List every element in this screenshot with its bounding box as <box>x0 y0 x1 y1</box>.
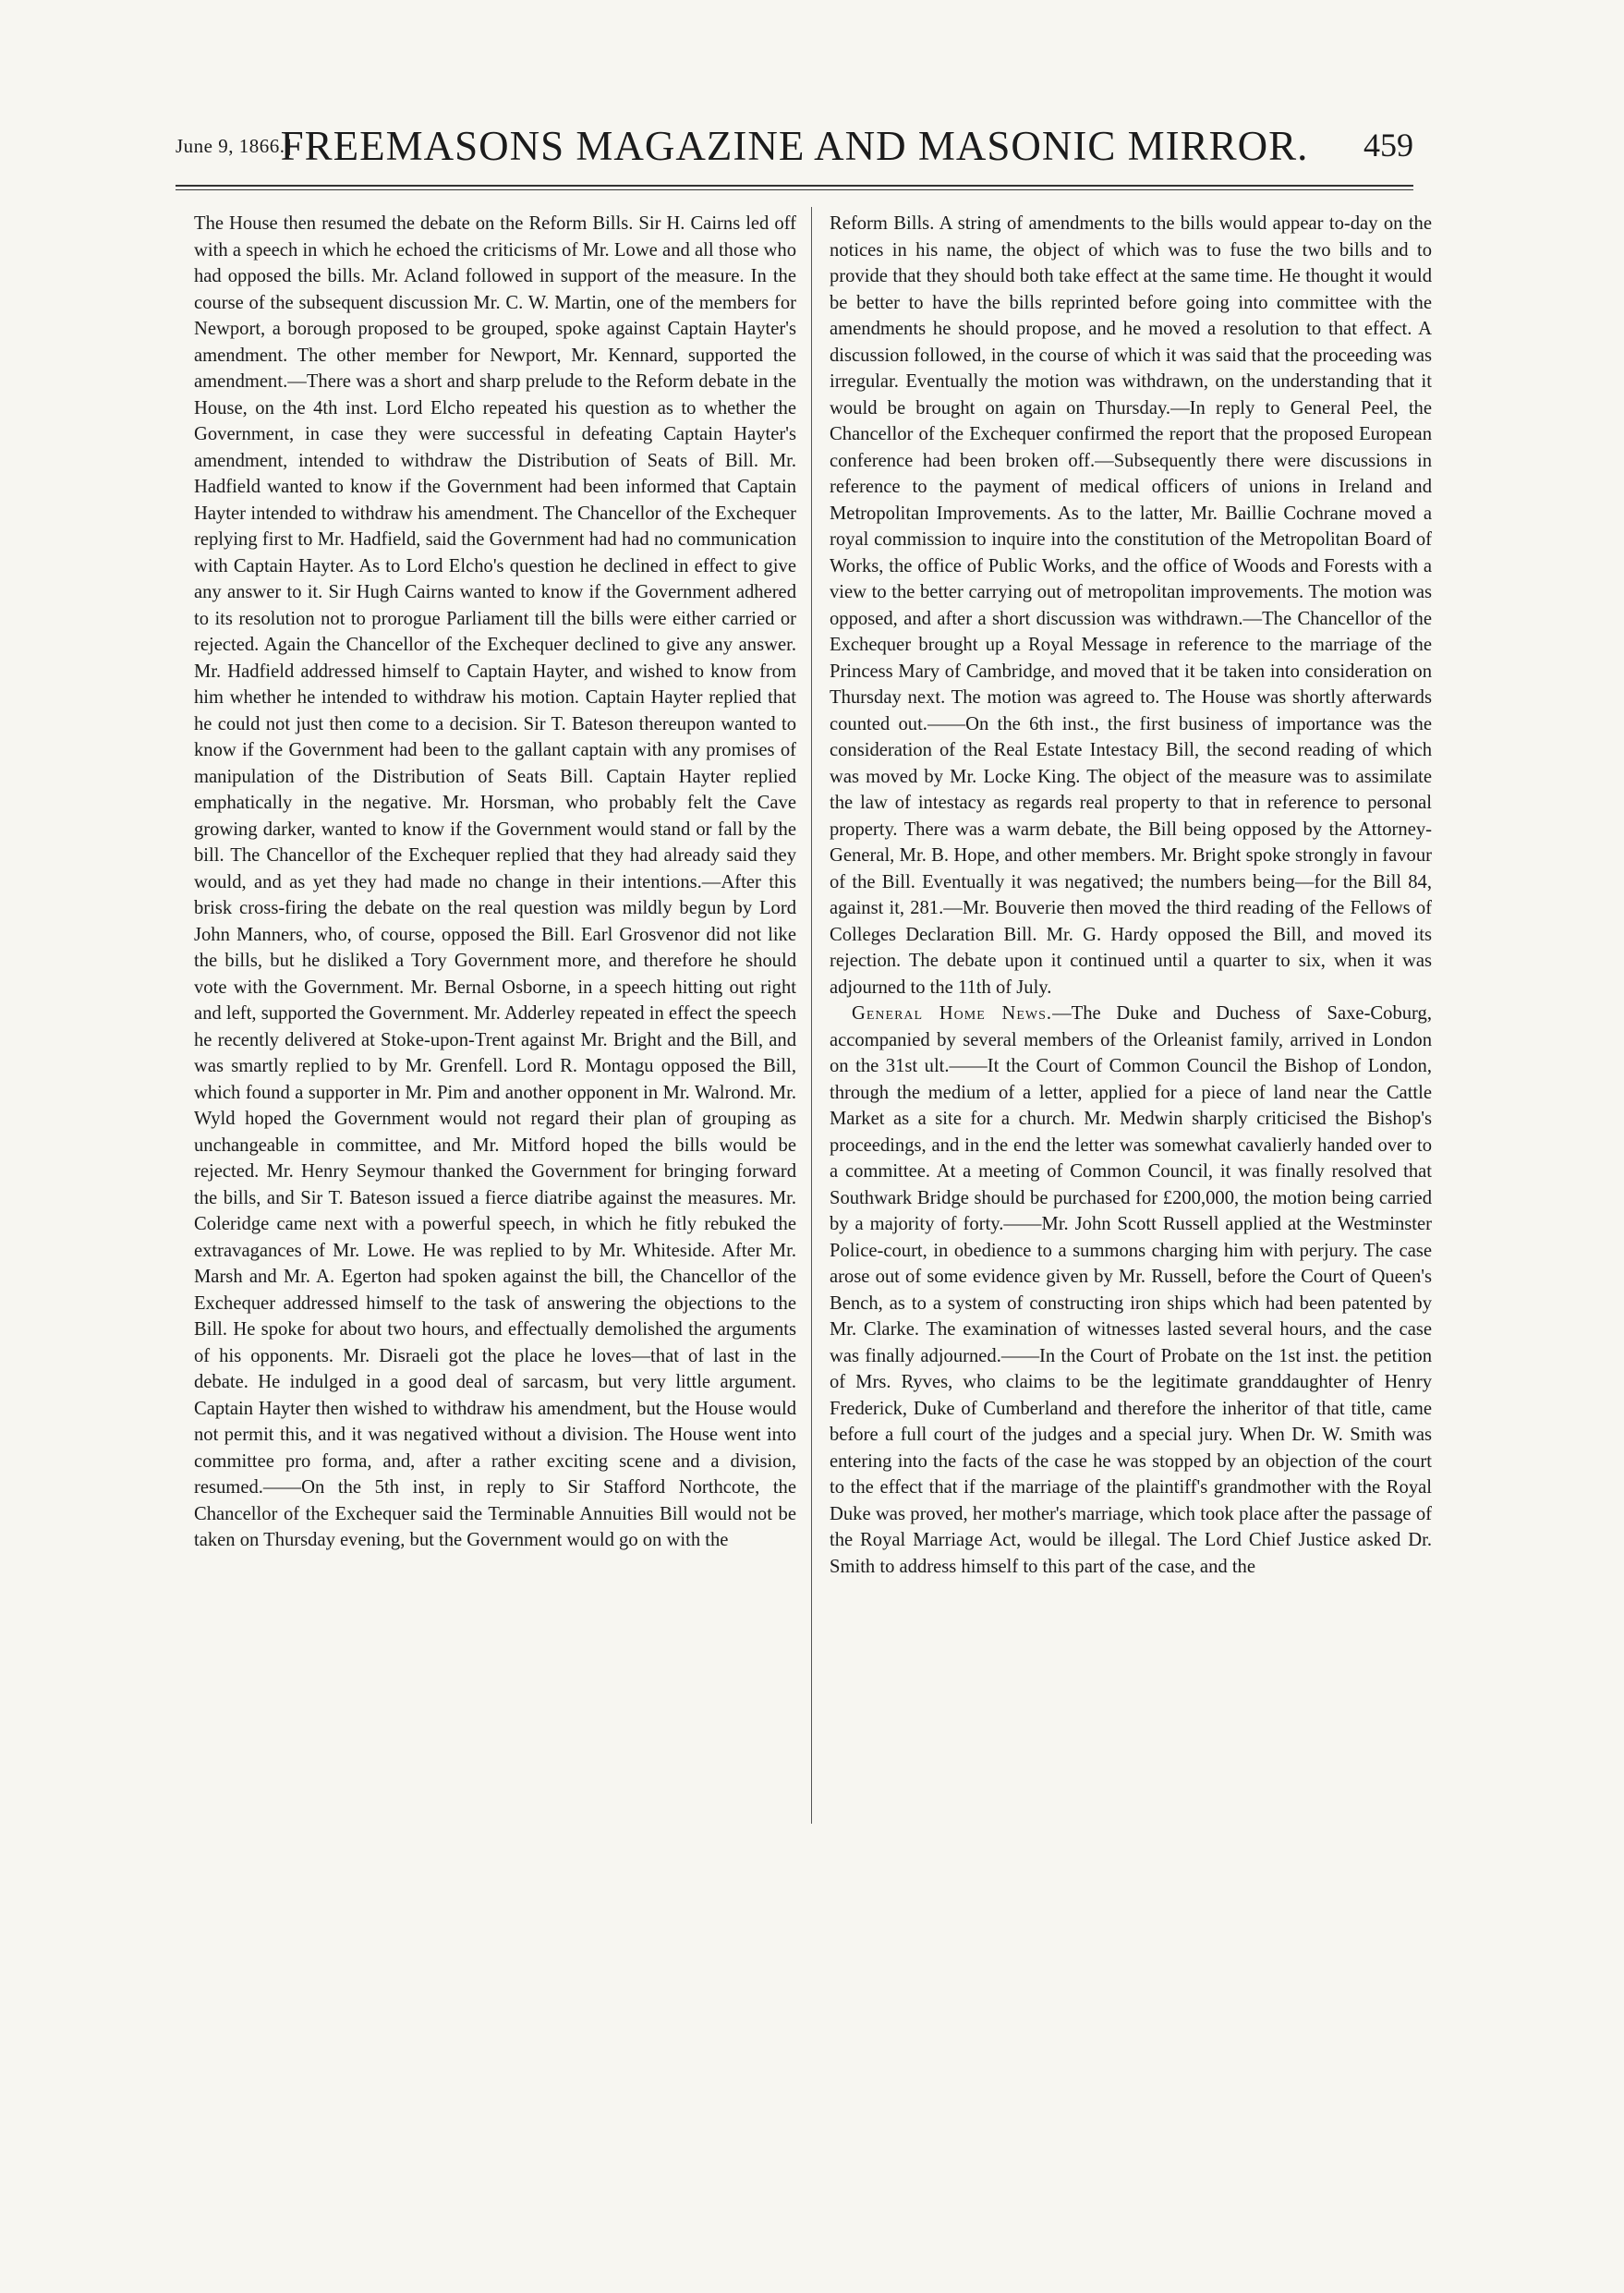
issue-date: June 9, 1866.] <box>176 135 292 157</box>
right-paragraph-2 <box>830 1001 1432 1580</box>
left-column <box>194 211 796 1554</box>
right-column <box>830 211 1432 1580</box>
section-heading-general-home-news: General Home News. <box>852 1003 1053 1024</box>
page-header <box>176 118 1413 174</box>
header-rule-thin <box>176 189 1413 190</box>
page-number: 459 <box>1363 127 1413 164</box>
left-column-text: The House then resumed the debate on the Reform Bills. Sir H. Cairns led off with a speech in which he echoed the criticisms of Mr. Lowe and all those who had opposed the bills. Mr. Acland followed in support of the measure. In the course of the subsequent discussion Mr. C. W. Martin, one of the members for Newport, a borough proposed to be grouped, spoke against Captain Hayter's amendment. The other member for Newport, Mr. Kennard, supported the amendment.—There was a short and sharp prelude to the Reform debate in the House, on the 4th inst. Lord Elcho repeated his question as to whether the Government, in case they were successful in defeating Captain Hayter's amendment, intended to withdraw the Distribution of Seats of Bill. Mr. Hadfield wanted to know if the Government had been informed that Captain Hayter intended to withdraw his amendment. The Chancellor of the Exchequer replying first to Mr. Hadfield, said the Government had had no communication with Captain Hayter. As to Lord Elcho's question he declined in effect to give any answer to it. Sir Hugh Cairns wanted to know if the Government adhered to its resolution not to prorogue Parliament till the bills were either carried or rejected. Again the Chancellor of the Exchequer declined to give any answer. Mr. Hadfield addressed himself to Captain Hayter, and wished to know from him whether he intended to withdraw his motion. Captain Hayter replied that he could not just then come to a decision. Sir T. Bateson thereupon wanted to know if the Government had been to the gallant captain with any promises of manipulation of the Distribution of Seats Bill. Captain Hayter replied emphatically in the negative. Mr. Horsman, who probably felt the Cave growing darker, wanted to know if the Government would stand or fall by the bill. The Chancellor of the Exchequer replied that they had already said they would, and as yet they had made no change in their intentions.—After this brisk cross-firing the debate on the real question was mildly begun by Lord John Manners, who, of course, opposed the Bill. Earl Grosvenor did not like the bills, but he disliked a Tory Government more, and therefore he should vote with the Government. Mr. Bernal Osborne, in a speech hitting out right and left, supported the Government. Mr. Adderley repeated in effect the speech he recently delivered at Stoke-upon-Trent against Mr. Bright and the Bill, and was smartly replied to by Mr. Grenfell. Lord R. Montagu opposed the Bill, which found a supporter in Mr. Pim and another opponent in Mr. Walrond. Mr. Wyld hoped the Government would not regard their plan of grouping as unchangeable in committee, and Mr. Mitford hoped the bills would be rejected. Mr. Henry Seymour thanked the Government for bringing forward the bills, and Sir T. Bateson issued a fierce diatribe against the measures. Mr. Coleridge came next with a powerful speech, in which he fitly rebuked the extravagances of Mr. Lowe. He was replied to by Mr. Whiteside. After Mr. Marsh and Mr. A. Egerton had spoken against the bill, the Chancellor of the Exchequer addressed himself to the task of answering the objections to the Bill. He spoke for about two hours, and effectually demolished the arguments of his opponents. Mr. Disraeli got the place he loves—that of last in the debate. He indulged in a good deal of sarcasm, but very little argument. Captain Hayter then wished to withdraw his amendment, but the House would not permit this, and it was negatived without a division. The House went into committee pro forma, and, after a rather exciting scene and a division, resumed.——On the 5th inst, in reply to Sir Stafford Northcote, the Chancellor of the Exchequer said the Terminable Annuities Bill would not be taken on Thursday evening, but the Government would go on with the <box>194 213 796 1550</box>
right-paragraph-1: Reform Bills. A string of amendments to the bills would appear to-day on the notices in his name, the object of which was to fuse the two bills and to provide that they should both take effect at the same time. He thought it would be better to have the bills reprinted before going into committee with the amendments he should propose, and he moved a resolution to that effect. A discussion followed, in the course of which it was said that the proceeding was irregular. Eventually the motion was withdrawn, on the understanding that it would be brought on again on Thursday.—In reply to General Peel, the Chancellor of the Exchequer confirmed the report that the proposed European conference had been broken off.—Subsequently there were discussions in reference to the payment of medical officers of unions in Ireland and Metropolitan Improvements. As to the latter, Mr. Baillie Cochrane moved a royal commission to inquire into the constitution of the Metropolitan Board of Works, the office of Public Works, and the office of Woods and Forests with a view to the better carrying out of metropolitan improvements. The motion was opposed, and after a short discussion was withdrawn.—The Chancellor of the Exchequer brought up a Royal Message in reference to the marriage of the Princess Mary of Cambridge, and moved that it be taken into consideration on Thursday next. The motion was agreed to. The House was shortly afterwards counted out.——On the 6th inst., the first business of importance was the consideration of the Real Estate Intestacy Bill, the second reading of which was moved by Mr. Locke King. The object of the measure was to assimilate the law of intestacy as regards real property to that in reference to personal property. There was a warm debate, the Bill being opposed by the Attorney-General, Mr. B. Hope, and other members. Mr. Bright spoke strongly in favour of the Bill. Eventually it was negatived; the numbers being—for the Bill 84, against it, 281.—Mr. Bouverie then moved the third reading of the Fellows of Colleges Declaration Bill. Mr. G. Hardy opposed the Bill, and moved its rejection. The debate upon it continued until a quarter to six, when it was adjourned to the 11th of July. <box>830 213 1432 998</box>
header-rule <box>176 185 1413 187</box>
general-home-news-text: —The Duke and Duchess of Saxe-Coburg, accompanied by several members of the Orleanist family, arrived in London on the 31st ult.——It the Court of Common Council the Bishop of London, through the medium of a letter, applied for a piece of land near the Cattle Market as a site for a church. Mr. Medwin sharply criticised the Bishop's proceedings, and in the end the letter was somewhat cavalierly handed over to a committee. At a meeting of Common Council, it was finally resolved that Southwark Bridge should be purchased for £200,000, the motion being carried by a majority of forty.——Mr. John Scott Russell applied at the Westminster Police-court, in obedience to a summons charging him with perjury. The case arose out of some evidence given by Mr. Russell, before the Court of Queen's Bench, as to a system of constructing iron ships which had been patented by Mr. Clarke. The examination of witnesses lasted several hours, and the case was finally adjourned.——In the Court of Probate on the 1st inst. the petition of Mrs. Ryves, who claims to be the legitimate granddaughter of Henry Frederick, Duke of Cumberland and therefore the inheritor of that title, came before a full court of the judges and a special jury. When Dr. W. Smith was entering into the facts of the case he was stopped by an objection of the court to the effect that if the marriage of the plaintiff's grandmother with the Royal Duke was proved, her mother's marriage, which took place after the passage of the Royal Marriage Act, would be illegal. The Lord Chief Justice asked Dr. Smith to address himself to this part of the case, and the <box>830 1003 1432 1577</box>
column-divider <box>811 207 812 1824</box>
masthead-title: FREEMASONS MAGAZINE AND MASONIC MIRROR. <box>280 123 1309 169</box>
